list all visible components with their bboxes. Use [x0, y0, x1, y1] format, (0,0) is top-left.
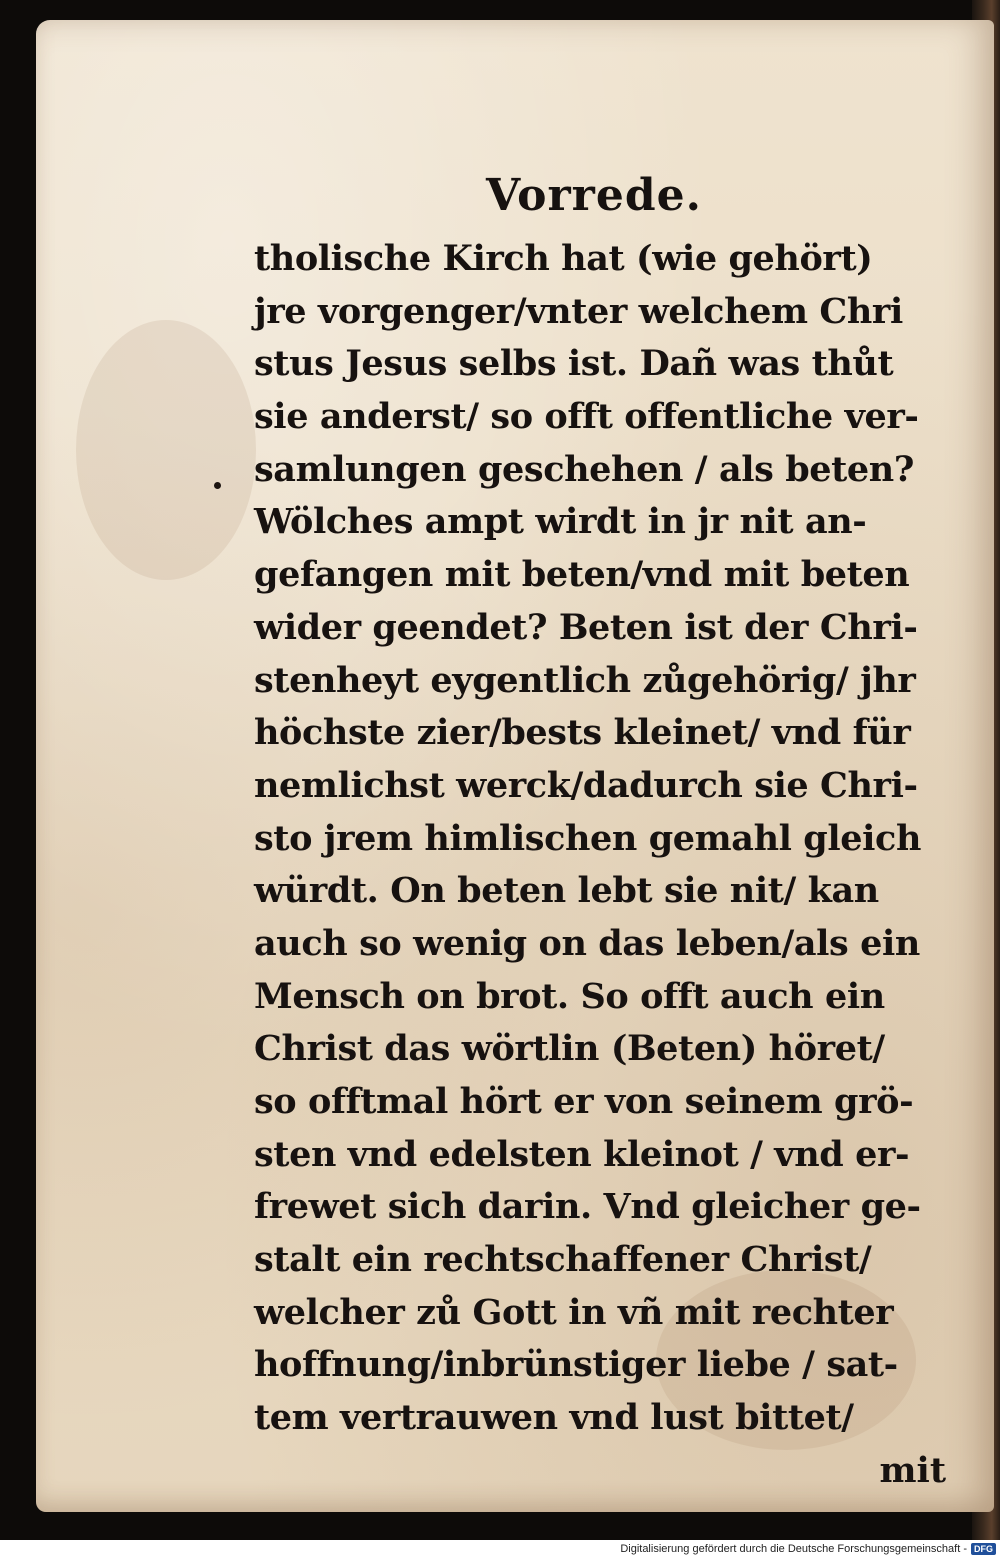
text-line: hoffnung/inbrünstiger liebe / sat-: [254, 1344, 898, 1386]
text-block: [254, 170, 954, 1497]
text-line: tem vertrauwen vnd lust bittet/: [254, 1397, 854, 1439]
catchword: mit: [879, 1449, 946, 1491]
funding-credit: Digitalisierung gefördert durch die Deutsche Forschungsgemeinschaft -: [620, 1543, 967, 1555]
paper-stain: [76, 320, 256, 580]
text-line: wider geendet? Beten ist der Chri-: [254, 606, 918, 648]
text-line: auch so wenig on das leben/als ein: [254, 922, 920, 964]
text-line: stus Jesus selbs ist. Dañ was thůt: [254, 343, 894, 385]
text-line: sie anderst/ so offt offentliche ver-: [254, 396, 919, 438]
text-line: Mensch on brot. So offt auch ein: [254, 975, 885, 1017]
running-head: Vorrede.: [486, 170, 702, 221]
digitization-footer: [0, 1540, 1000, 1558]
dfg-logo-icon: DFG: [971, 1543, 996, 1555]
ink-spot: [214, 482, 221, 489]
text-line: gefangen mit beten/vnd mit beten: [254, 554, 910, 596]
text-line: tholische Kirch hat (wie gehört): [254, 238, 873, 279]
text-line: Wölches ampt wirdt in jr nit an-: [254, 501, 867, 543]
text-line: so offtmal hört er von seinem grö-: [254, 1081, 914, 1122]
text-line: Christ das wörtlin (Beten) höret/: [254, 1028, 885, 1070]
text-line: sten vnd edelsten kleinot / vnd er-: [254, 1133, 910, 1175]
text-line: jre vorgenger/vnter welchem Chri: [254, 290, 903, 332]
text-line: würdt. On beten lebt sie nit/ kan: [254, 870, 879, 912]
text-line: nemlichst werck/dadurch sie Chri-: [254, 764, 918, 806]
text-line: stenheyt eygentlich zůgehörig/ jhr: [254, 659, 916, 701]
text-line: frewet sich darin. Vnd gleicher ge-: [254, 1186, 921, 1228]
text-line: stalt ein rechtschaffener Christ/: [254, 1239, 872, 1281]
book-page: [36, 20, 994, 1512]
text-line: sto jrem himlischen gemahl gleich: [254, 817, 921, 859]
text-lines: [254, 233, 954, 1445]
text-line: samlungen geschehen / als beten?: [254, 448, 914, 490]
text-line: höchste zier/bests kleinet/ vnd für: [254, 712, 911, 754]
text-line: welcher zů Gott in vñ mit rechter: [254, 1291, 894, 1333]
